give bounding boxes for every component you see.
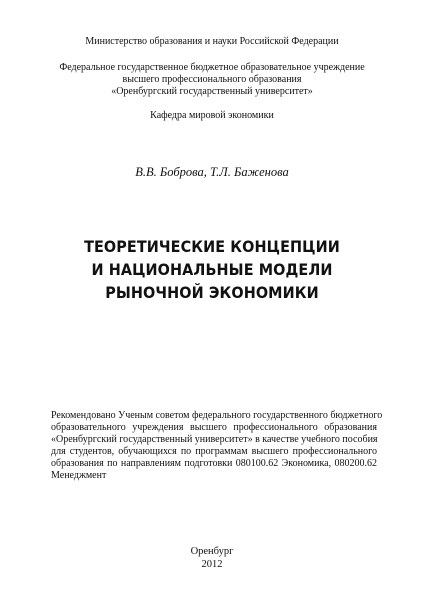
recommendation-line: для студентов, обучающихся по программам высшего профессионального	[51, 446, 377, 458]
ministry-line: Министерство образования и науки Российской Федерации	[85, 36, 339, 47]
publication-year: 2012	[201, 559, 223, 570]
recommendation-line: «Оренбургский государственный университет» в качестве учебного пособия	[51, 434, 378, 446]
recommendation-line: Менеджмент	[51, 470, 107, 482]
institution-line-3: «Оренбургский государственный университет»	[111, 86, 313, 97]
institution-line-2: высшего профессионального образования	[122, 74, 302, 85]
recommendation-line: образовательного учреждения высшего профессионального образования	[51, 422, 377, 434]
recommendation-line: образования по направлениям подготовки 080100.62 Экономика, 080200.62	[51, 458, 377, 470]
book-title-line-3: РЫНОЧНОЙ ЭКОНОМИКИ	[105, 283, 319, 302]
department-line: Кафедра мировой экономики	[150, 110, 274, 121]
recommendation-block	[51, 410, 383, 483]
institution-line-1: Федеральное государственное бюджетное образовательное учреждение	[59, 62, 365, 73]
authors: В.В. Боброва, Т.Л. Баженова	[135, 165, 289, 179]
publication-city: Оренбург	[190, 546, 234, 557]
book-title-line-2: И НАЦИОНАЛЬНЫЕ МОДЕЛИ	[91, 260, 333, 279]
book-title-line-1: ТЕОРЕТИЧЕСКИЕ КОНЦЕПЦИИ	[84, 237, 340, 256]
recommendation-line: Рекомендовано Ученым советом федерального государственного бюджетного	[51, 410, 383, 421]
